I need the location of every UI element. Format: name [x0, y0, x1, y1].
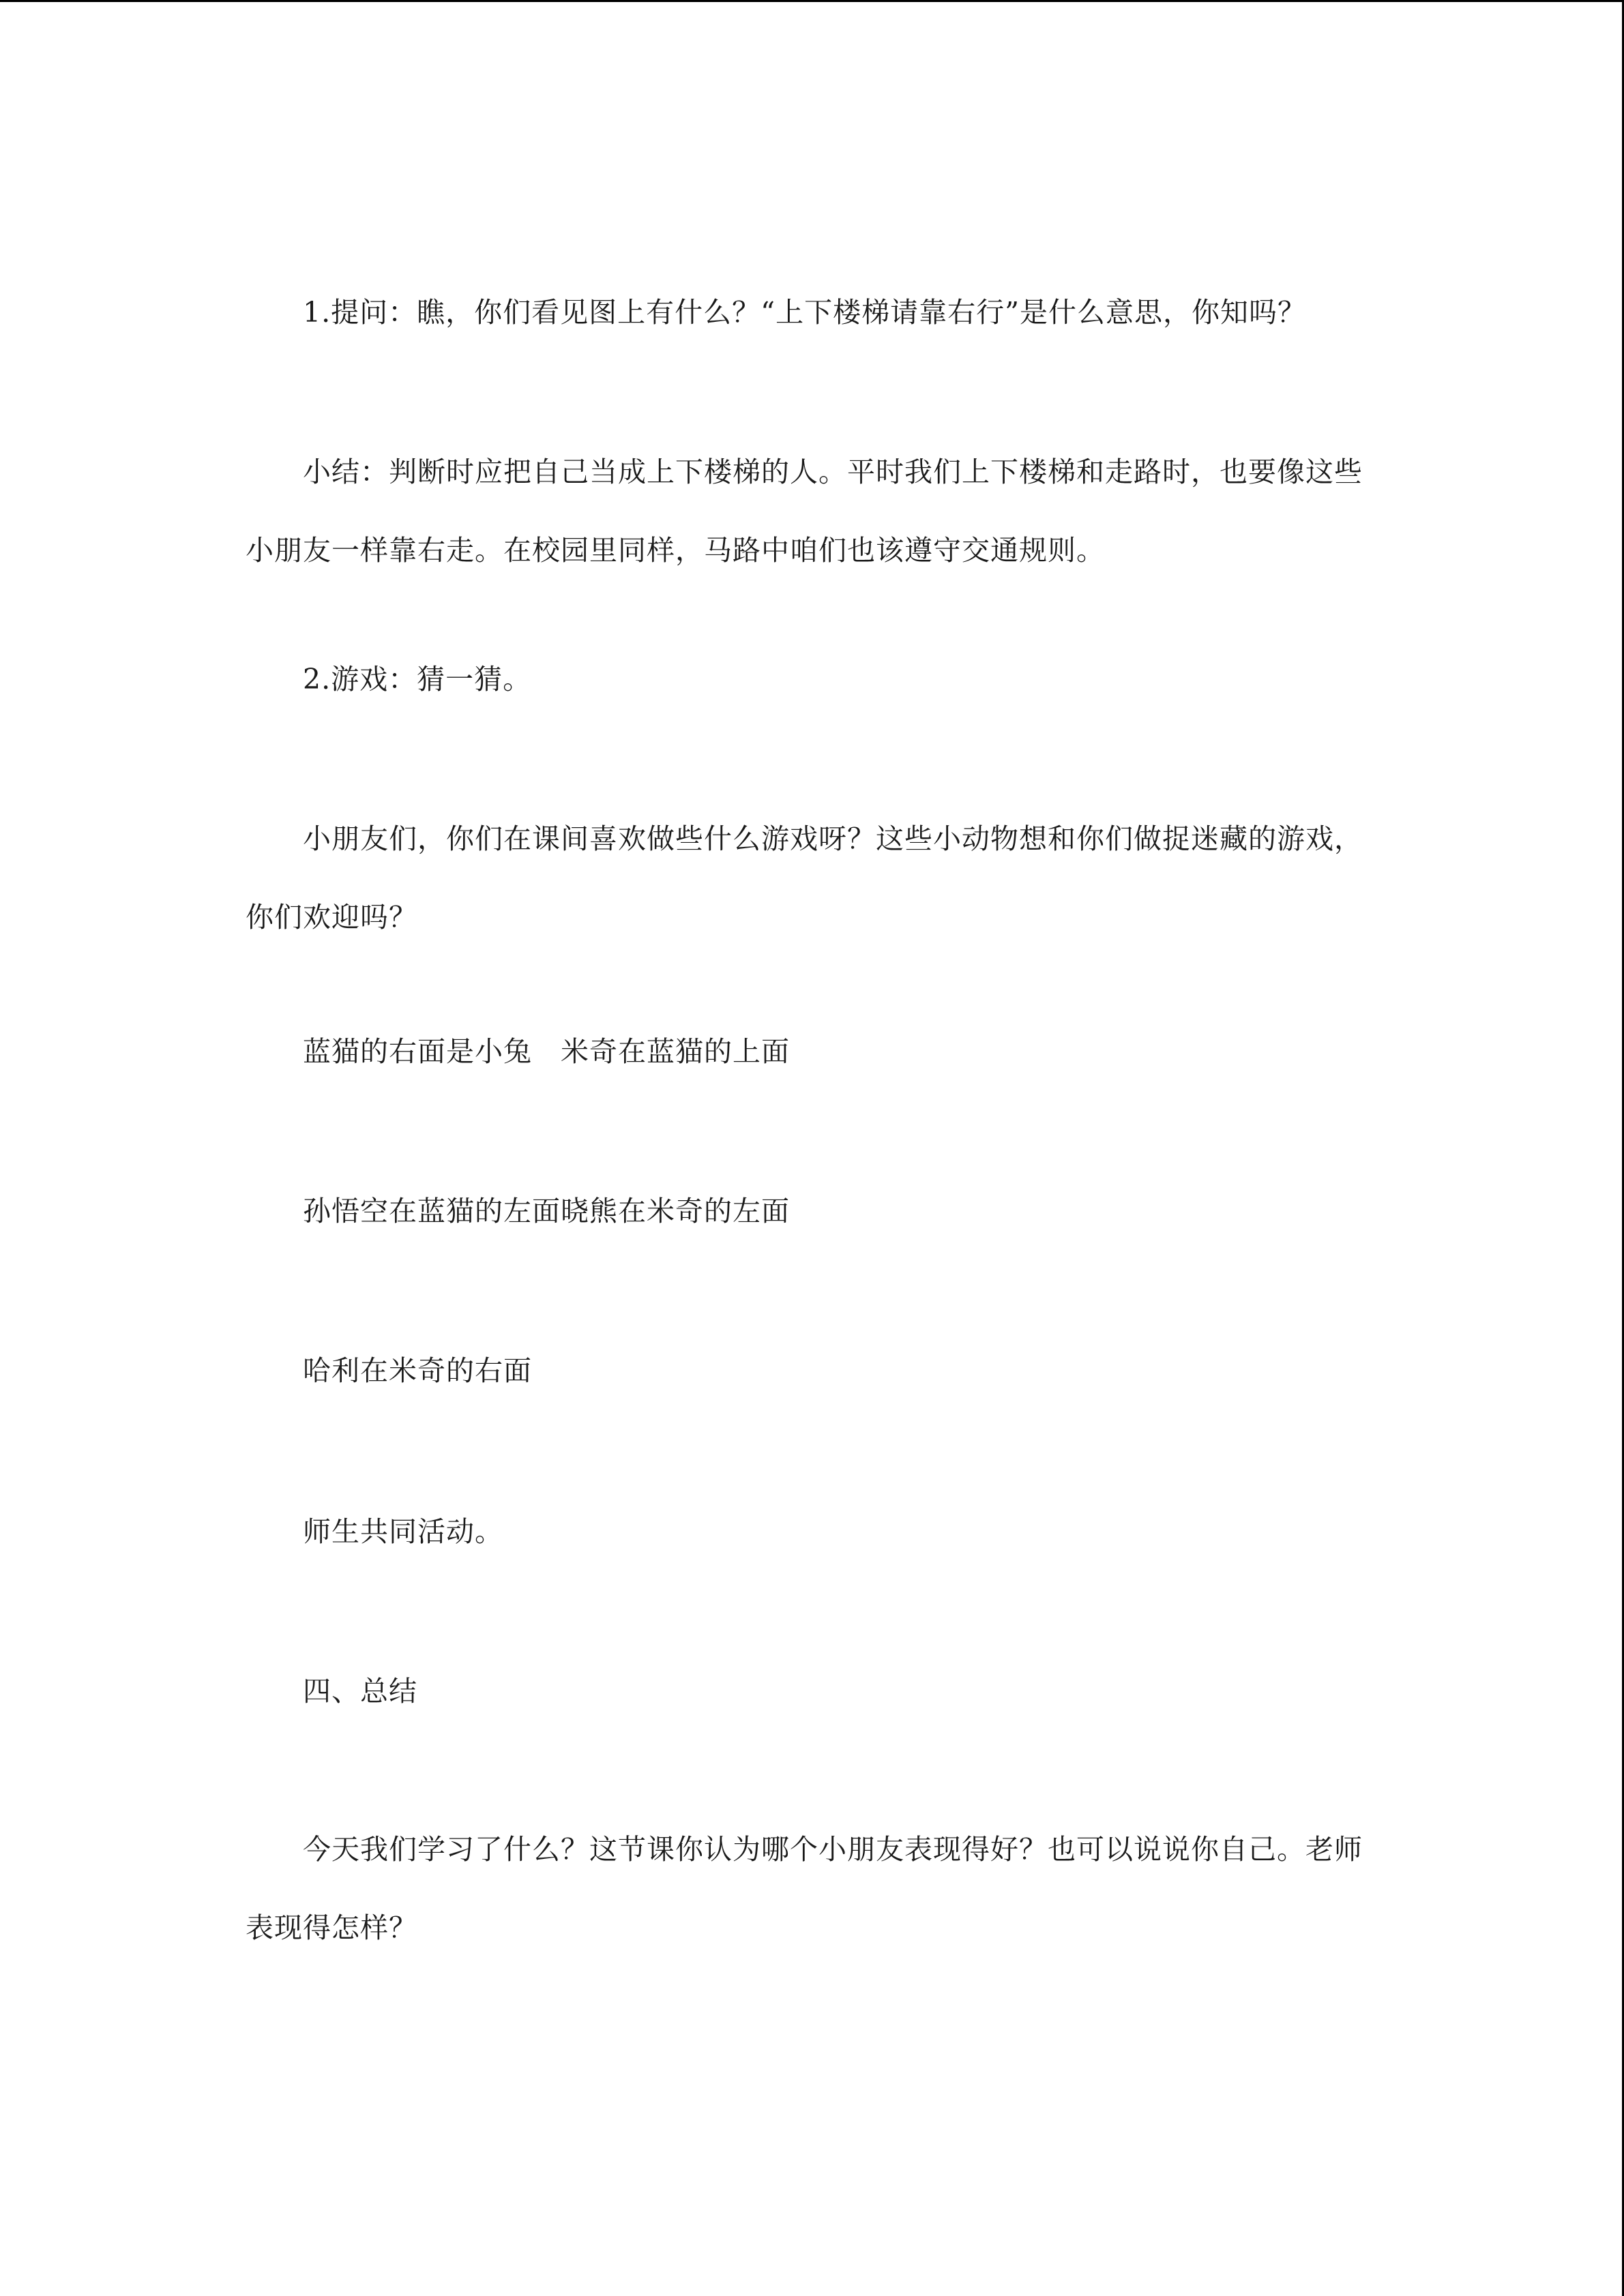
paragraph-joint-activity: 师生共同活动。 — [303, 1515, 503, 1548]
paragraph-hide-and-seek: 小朋友们，你们在课间喜欢做些什么游戏呀？这些小动物想和你们做捉迷藏的游戏，你们欢迎吗？ — [246, 822, 1363, 934]
section-heading-summary: 四、总结 — [303, 1675, 417, 1708]
paragraph-clue-3: 哈利在米奇的右面 — [303, 1354, 532, 1387]
paragraph-summary-keep-right: 小结：判断时应把自己当成上下楼梯的人。平时我们上下楼梯和走路时，也要像这些小朋友一样靠右走。在校园里同样，马路中咱们也该遵守交通规则。 — [246, 456, 1363, 567]
paragraph-clue-2: 孙悟空在蓝猫的左面晓熊在米奇的左面 — [303, 1195, 790, 1227]
paragraph-clue-1: 蓝猫的右面是小兔 米奇在蓝猫的上面 — [303, 1035, 790, 1068]
paragraph-closing-question: 今天我们学习了什么？这节课你认为哪个小朋友表现得好？也可以说说你自己。老师表现得怎样？ — [246, 1833, 1363, 1944]
paragraph-game-guess: 2.游戏：猜一猜。 — [303, 663, 532, 696]
paragraph-question-stairs: 1.提问：瞧，你们看见图上有什么？“上下楼梯请靠右行”是什么意思，你知吗？ — [303, 296, 1307, 329]
